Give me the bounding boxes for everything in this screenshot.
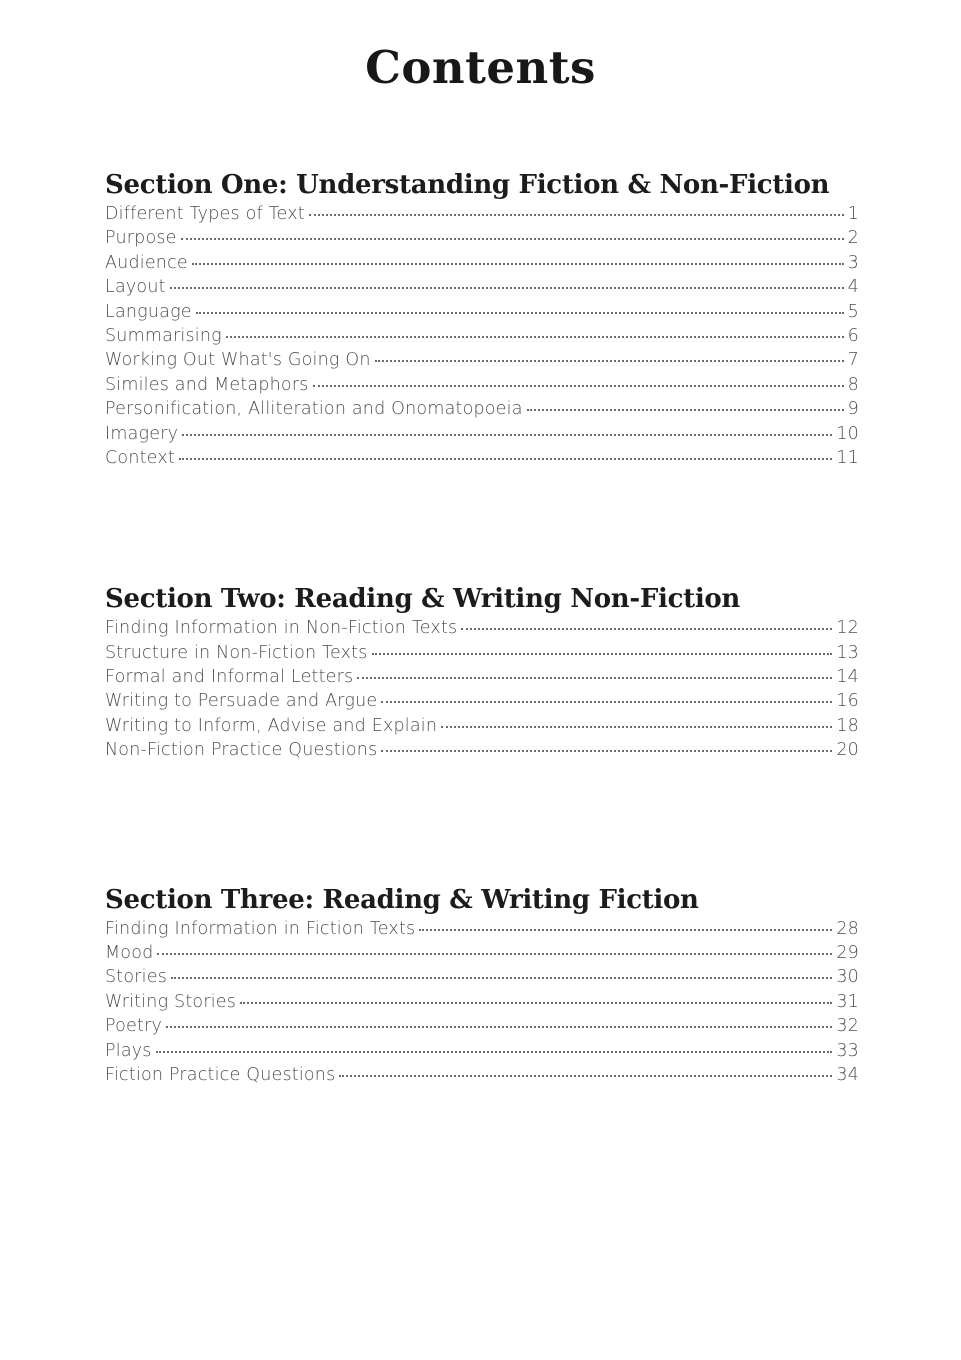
entry-page-number: 3 xyxy=(847,252,859,273)
toc-entry xyxy=(105,424,859,448)
toc-entry xyxy=(105,643,859,667)
dotted-leader xyxy=(372,653,833,655)
dotted-leader xyxy=(381,701,832,703)
entry-page-number: 5 xyxy=(847,301,859,322)
dotted-leader xyxy=(461,628,832,630)
entry-page-number: 12 xyxy=(836,618,859,639)
entry-page-number: 13 xyxy=(836,642,859,663)
entry-page-number: 9 xyxy=(847,399,859,420)
entry-page-number: 1 xyxy=(847,204,859,224)
dotted-leader xyxy=(166,1026,832,1028)
entry-label: Non-Fiction Practice Questions xyxy=(105,740,378,761)
entry-label: Plays xyxy=(105,1040,152,1061)
entry-label: Formal and Informal Letters xyxy=(105,667,354,688)
dotted-leader xyxy=(339,1075,832,1077)
entry-label: Purpose xyxy=(105,228,177,249)
entry-page-number: 32 xyxy=(836,1016,859,1037)
entry-page-number: 10 xyxy=(836,423,859,444)
entry-label: Summarising xyxy=(105,325,222,346)
entry-page-number: 8 xyxy=(847,374,859,395)
entry-label: Audience xyxy=(105,252,188,273)
dotted-leader xyxy=(182,434,832,436)
entry-label: Fiction Practice Questions xyxy=(105,1064,336,1085)
entry-page-number: 18 xyxy=(836,715,859,736)
section-one xyxy=(105,170,859,472)
entry-page-number: 7 xyxy=(847,350,859,371)
entry-page-number: 28 xyxy=(836,918,859,939)
toc-entry xyxy=(105,448,859,472)
toc-entry xyxy=(105,740,859,764)
toc-entry xyxy=(105,992,859,1016)
entry-page-number: 33 xyxy=(836,1040,859,1061)
entry-label: Structure in Non-Fiction Texts xyxy=(105,642,368,663)
toc-entry xyxy=(105,399,859,423)
toc-entry xyxy=(105,277,859,301)
section-one-entries xyxy=(105,204,859,472)
entry-label: Stories xyxy=(105,967,168,988)
entry-label: Writing to Persuade and Argue xyxy=(105,691,378,712)
entry-label: Finding Information in Non-Fiction Texts xyxy=(105,618,458,639)
section-two-heading: Section Two: Reading & Writing Non-Fiction xyxy=(105,584,741,615)
dotted-leader xyxy=(240,1002,832,1004)
dotted-leader xyxy=(419,929,832,931)
entry-page-number: 11 xyxy=(836,447,859,468)
entry-label: Layout xyxy=(105,277,166,298)
section-one-heading: Section One: Understanding Fiction & Non-Fiction xyxy=(105,170,830,200)
toc-entry xyxy=(105,375,859,399)
toc-entry xyxy=(105,1016,859,1040)
toc-entry xyxy=(105,1065,859,1089)
dotted-leader xyxy=(181,238,844,240)
page-title: Contents xyxy=(365,41,596,94)
toc-entry xyxy=(105,691,859,715)
entry-page-number: 20 xyxy=(836,740,859,761)
dotted-leader xyxy=(527,409,844,411)
entry-label: Similes and Metaphors xyxy=(105,374,309,395)
entry-label: Context xyxy=(105,447,175,468)
entry-label: Writing Stories xyxy=(105,991,237,1012)
toc-entry xyxy=(105,716,859,740)
entry-label: Finding Information in Fiction Texts xyxy=(105,918,416,939)
toc-entry xyxy=(105,350,859,374)
toc-entry xyxy=(105,228,859,252)
toc-entry xyxy=(105,302,859,326)
toc-entry xyxy=(105,204,859,228)
entry-label: Imagery xyxy=(105,423,179,444)
section-two xyxy=(105,584,859,764)
entry-page-number: 6 xyxy=(847,325,859,346)
dotted-leader xyxy=(309,214,844,216)
section-three xyxy=(105,885,859,1090)
toc-entry xyxy=(105,326,859,350)
entry-label: Different Types of Text xyxy=(105,204,305,224)
dotted-leader xyxy=(313,385,844,387)
entry-page-number: 34 xyxy=(836,1064,859,1085)
dotted-leader xyxy=(156,1051,833,1053)
entry-page-number: 16 xyxy=(836,691,859,712)
dotted-leader xyxy=(441,726,832,728)
entry-page-number: 4 xyxy=(847,277,859,298)
dotted-leader xyxy=(375,360,844,362)
entry-page-number: 14 xyxy=(836,667,859,688)
entry-label: Personification, Alliteration and Onomatopoeia xyxy=(105,399,523,420)
dotted-leader xyxy=(381,750,832,752)
dotted-leader xyxy=(171,977,832,979)
dotted-leader xyxy=(196,312,844,314)
dotted-leader xyxy=(192,263,844,265)
entry-label: Poetry xyxy=(105,1016,163,1037)
toc-entry xyxy=(105,967,859,991)
entry-page-number: 30 xyxy=(836,967,859,988)
dotted-leader xyxy=(170,287,844,289)
entry-page-number: 2 xyxy=(847,228,859,249)
entry-page-number: 31 xyxy=(836,991,859,1012)
section-two-entries xyxy=(105,618,859,764)
toc-entry xyxy=(105,919,859,943)
entry-label: Writing to Inform, Advise and Explain xyxy=(105,715,438,736)
dotted-leader xyxy=(157,953,832,955)
toc-entry xyxy=(105,667,859,691)
section-three-entries xyxy=(105,919,859,1090)
dotted-leader xyxy=(179,458,832,460)
dotted-leader xyxy=(357,677,832,679)
section-three-heading: Section Three: Reading & Writing Fiction xyxy=(105,884,699,915)
toc-entry xyxy=(105,943,859,967)
toc-entry xyxy=(105,253,859,277)
dotted-leader xyxy=(226,336,844,338)
entry-page-number: 29 xyxy=(836,943,859,964)
entry-label: Working Out What's Going On xyxy=(105,350,371,371)
entry-label: Mood xyxy=(105,943,154,964)
toc-entry xyxy=(105,618,859,642)
toc-entry xyxy=(105,1041,859,1065)
entry-label: Language xyxy=(105,301,192,322)
toc-content xyxy=(105,170,859,1089)
